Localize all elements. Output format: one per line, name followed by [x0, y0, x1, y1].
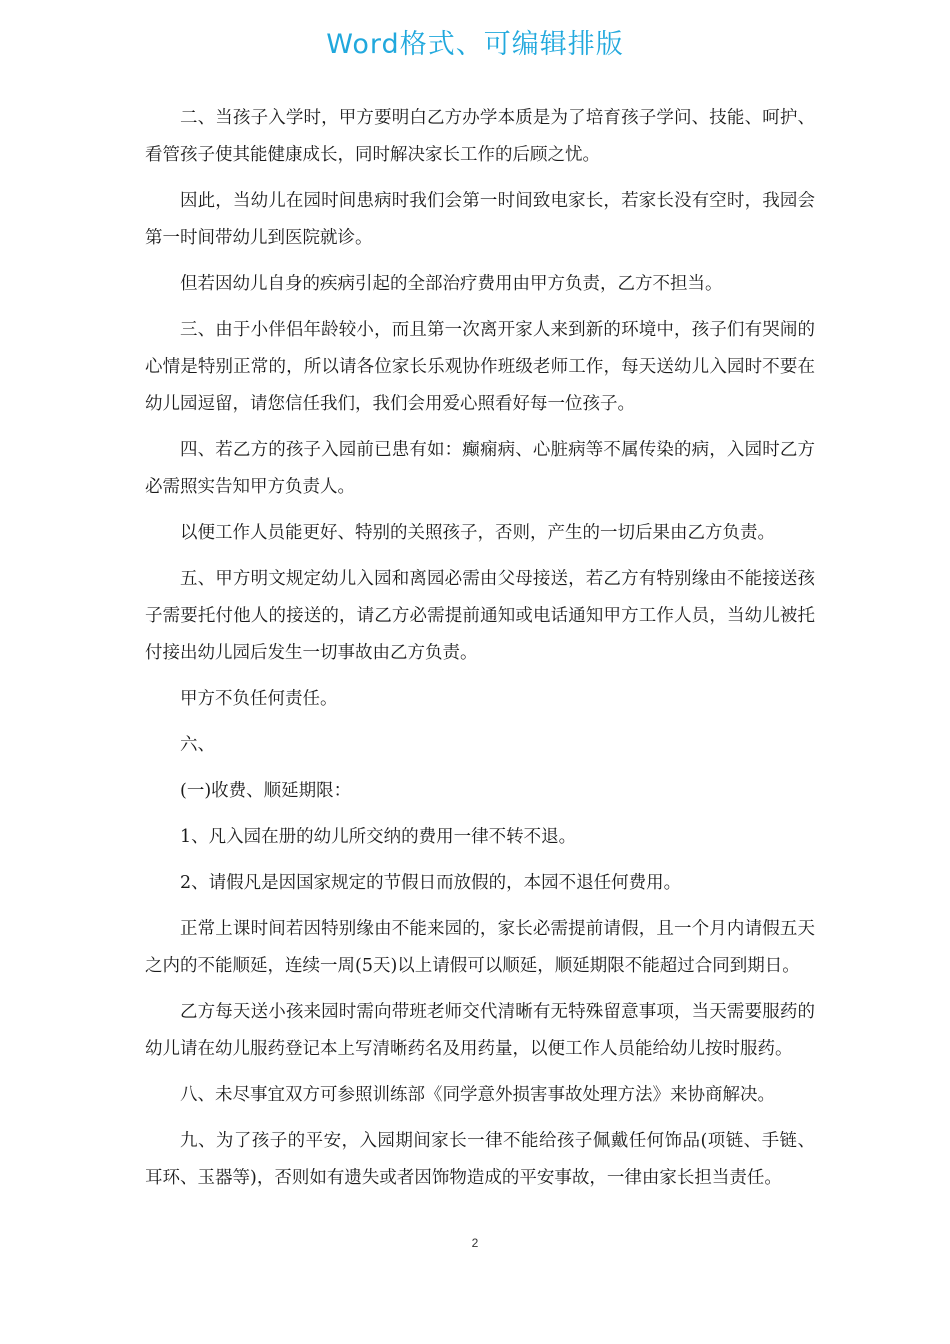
paragraph: 五、甲方明文规定幼儿入园和离园必需由父母接送，若乙方有特别缘由不能接送孩子需要托付他人的接送的，请乙方必需提前通知或电话通知甲方工作人员，当幼儿被托付接出幼儿园后发生一切事故由乙方负责。 — [145, 569, 815, 663]
paragraph: 八、未尽事宜双方可参照训练部《同学意外损害事故处理方法》来协商解决。 — [180, 1085, 775, 1105]
paragraph: 因此，当幼儿在园时间患病时我们会第一时间致电家长，若家长没有空时，我园会第一时间带幼儿到医院就诊。 — [145, 191, 815, 248]
page-number: 2 — [471, 1236, 479, 1250]
paragraph: 2、请假凡是因国家规定的节假日而放假的，本园不退任何费用。 — [180, 873, 682, 893]
paragraph: 九、为了孩子的平安，入园期间家长一律不能给孩子佩戴任何饰品(项链、手链、耳环、玉器等)，否则如有遗失或者因饰物造成的平安事故，一律由家长担当责任。 — [145, 1131, 815, 1188]
paragraph: 三、由于小伴侣年龄较小，而且第一次离开家人来到新的环境中，孩子们有哭闹的心情是特别正常的，所以请各位家长乐观协作班级老师工作，每天送幼儿入园时不要在幼儿园逗留，请您信任我们，我们会用爱心照看好每一位孩子。 — [145, 320, 815, 414]
paragraph: (一)收费、顺延期限： — [180, 781, 352, 801]
document-body — [145, 100, 815, 1206]
paragraph: 乙方每天送小孩来园时需向带班老师交代清晰有无特殊留意事项，当天需要服药的幼儿请在幼儿服药登记本上写清晰药名及用药量，以便工作人员能给幼儿按时服药。 — [145, 1002, 815, 1059]
paragraph: 六、 — [180, 735, 215, 755]
paragraph: 以便工作人员能更好、特别的关照孩子，否则，产生的一切后果由乙方负责。 — [180, 523, 775, 543]
paragraph: 四、若乙方的孩子入园前已患有如：癫痫病、心脏病等不属传染的病，入园时乙方必需照实告知甲方负责人。 — [145, 440, 815, 497]
paragraph: 但若因幼儿自身的疾病引起的全部治疗费用由甲方负责，乙方不担当。 — [180, 274, 723, 294]
paragraph: 正常上课时间若因特别缘由不能来园的，家长必需提前请假，且一个月内请假五天之内的不能顺延，连续一周(5天)以上请假可以顺延，顺延期限不能超过合同到期日。 — [145, 919, 815, 976]
paragraph: 二、当孩子入学时，甲方要明白乙方办学本质是为了培育孩子学问、技能、呵护、看管孩子使其能健康成长，同时解决家长工作的后顾之忧。 — [145, 108, 815, 165]
paragraph: 甲方不负任何责任。 — [180, 689, 338, 709]
header-title: Word格式、可编辑排版 — [326, 29, 624, 60]
paragraph: 1、凡入园在册的幼儿所交纳的费用一律不转不退。 — [180, 827, 577, 847]
